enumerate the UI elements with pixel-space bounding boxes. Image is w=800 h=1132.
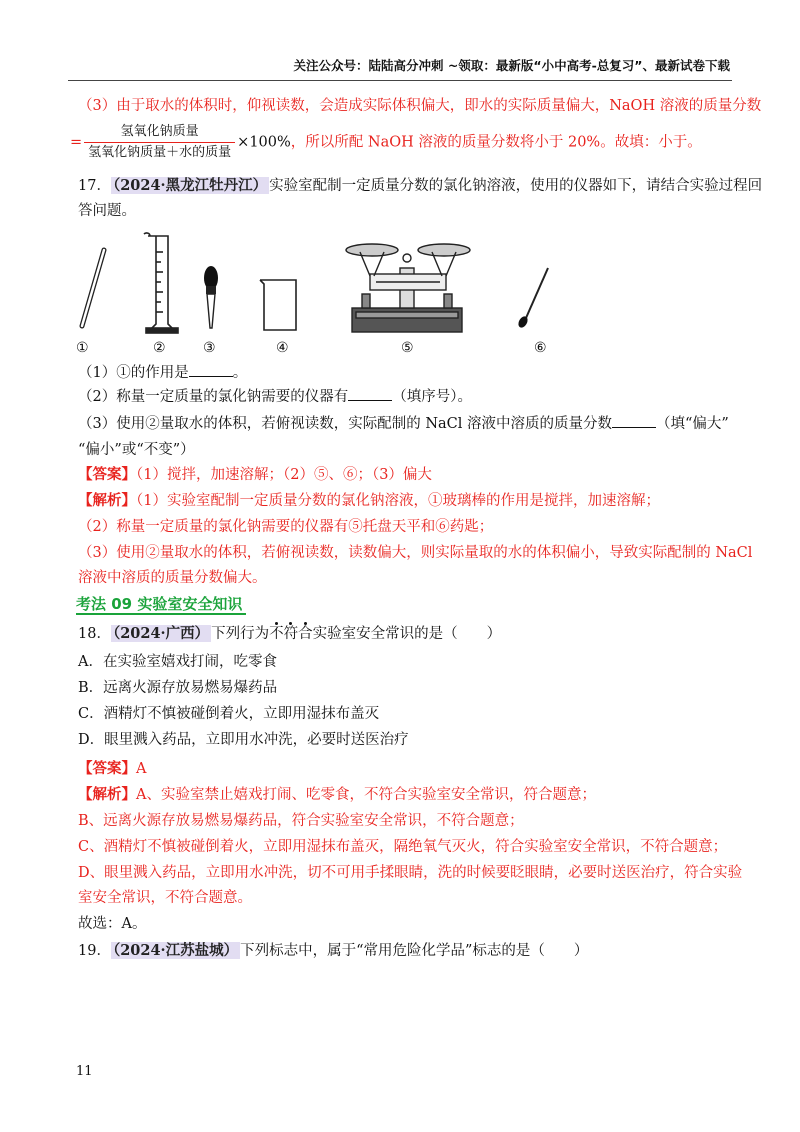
q19-stem — [78, 941, 588, 961]
q17-source-tag: （2024·黑龙江牡丹江） — [112, 177, 268, 194]
section-title-underline — [76, 613, 246, 615]
answer-text: （1）搅拌，加速溶解；（2）⑤、⑥；（3）偏大 — [136, 467, 432, 483]
q17-analysis-3a: （3）使用②量取水的体积，若俯视读数，读数偏大，则实际量取的水的体积偏小，导致实际配制的 NaCl — [78, 545, 753, 561]
q19-stem-text: 下列标志中，属于“常用危险化学品”标志的是（ ） — [240, 943, 589, 959]
page-number: 11 — [76, 1064, 93, 1079]
q18-answer — [78, 759, 146, 779]
fraction-numerator: 氢氧化钠质量 — [84, 122, 235, 143]
answer-blank — [612, 413, 656, 428]
q18-stem — [78, 624, 501, 644]
analysis-text: （1）实验室配制一定质量分数的氯化钠溶液，①玻璃棒的作用是搅拌，加速溶解； — [136, 493, 660, 509]
mass-fraction-formula — [84, 122, 235, 163]
instrument-label-5: ⑤ — [401, 340, 414, 356]
q17-sub2-end: （填序号）。 — [392, 389, 472, 405]
q17-sub2 — [78, 386, 472, 407]
instrument-label-6: ⑥ — [534, 340, 547, 356]
section-title: 考法 09 实验室安全知识 — [76, 595, 243, 613]
q16-part3-conclusion: ，所以所配 NaOH 溶液的质量分数将小于 20%。故填：小于。 — [290, 134, 702, 151]
lab-instruments-figure — [70, 228, 590, 358]
q18-analysis-d2: 室安全常识，不符合题意。 — [78, 890, 252, 906]
balance-icon — [346, 244, 470, 332]
analysis-label: 【解析】 — [78, 492, 136, 509]
q18-analysis-c: C、酒精灯不慎被碰倒着火，立即用湿抹布盖灭，隔绝氧气灭火，符合实验室安全常识，不符合题意； — [78, 839, 728, 855]
q17-stem-text: 实验室配制一定质量分数的氯化钠溶液，使用的仪器如下，请结合实验过程回 — [269, 178, 763, 194]
equation-equals: = — [70, 134, 83, 151]
instrument-label-4: ④ — [276, 340, 289, 356]
fraction-denominator: 氢氧化钠质量＋水的质量 — [88, 145, 232, 160]
q18-source-tag: （2024·广西） — [112, 625, 210, 642]
fraction-suffix: ×100% — [237, 134, 291, 151]
q17-sub3-line2: “偏小”或“不变”） — [78, 442, 195, 458]
q18-option-a: A．在实验室嬉戏打闹，吃零食 — [78, 654, 277, 670]
q18-analysis-d: D、眼里溅入药品，立即用水冲洗，切不可用手揉眼睛，洗的时候要眨眼睛，必要时送医治疗，符合实验 — [78, 865, 743, 881]
answer-label: 【答案】 — [78, 760, 136, 777]
q18-stem-b: 实验室安全常识的是（ ） — [312, 626, 502, 642]
dropper-icon — [204, 266, 218, 328]
q17-stem-line1 — [78, 176, 762, 196]
instrument-label-1: ① — [76, 340, 89, 356]
q18-number: 18． — [78, 626, 111, 642]
q18-analysis-a — [78, 785, 596, 805]
graduated-cylinder-icon — [144, 233, 178, 333]
q17-analysis-3b: 溶液中溶质的质量分数偏大。 — [78, 570, 267, 586]
emphasis-char: 符 — [283, 626, 299, 642]
q18-option-d: D．眼里溅入药品，立即用水冲洗，必要时送医治疗 — [78, 732, 409, 748]
instrument-label-2: ② — [153, 340, 166, 356]
beaker-icon — [260, 280, 296, 330]
q17-analysis-2: （2）称量一定质量的氯化钠需要的仪器有⑤托盘天平和⑥药匙； — [78, 519, 494, 535]
q17-sub3-text: （3）使用②量取水的体积，若俯视读数，实际配制的 NaCl 溶液中溶质的质量分数 — [78, 416, 613, 432]
answer-blank — [189, 362, 233, 377]
emphasis-char: 不 — [269, 626, 284, 642]
answer-blank — [348, 386, 392, 401]
q16-part3-line2 — [70, 122, 702, 163]
header-rule — [68, 80, 732, 81]
q16-part3-line1: （3）由于取水的体积时，仰视读数，会造成实际体积偏大，即水的实际质量偏大，NaOH 溶液的质量分数 — [78, 98, 762, 114]
q17-answer — [78, 465, 432, 485]
q17-sub3 — [78, 413, 729, 434]
q19-source-tag: （2024·江苏盐城） — [112, 942, 239, 959]
answer-text: A — [136, 761, 147, 777]
q17-sub1 — [78, 362, 247, 383]
q17-sub1-text: （1）①的作用是 — [78, 365, 189, 381]
q18-stem-a: 下列行为 — [211, 626, 270, 642]
glass-rod-icon — [82, 250, 104, 326]
q19-number: 19． — [78, 943, 111, 959]
q18-option-b: B．远离火源存放易燃易爆药品 — [78, 680, 278, 696]
emphasis-char: 合 — [298, 626, 313, 642]
spoon-icon — [517, 268, 548, 329]
q17-analysis-1 — [78, 491, 660, 511]
page-header: 关注公众号：陆陆高分冲刺 ~领取：最新版“小中高考-总复习”、最新试卷下载 — [293, 58, 730, 73]
q17-number: 17． — [78, 178, 111, 194]
q17-stem-line2: 答问题。 — [78, 203, 136, 219]
q18-analysis-b: B、远离火源存放易燃易爆药品，符合实验室安全常识，不符合题意； — [78, 813, 524, 829]
q17-sub2-text: （2）称量一定质量的氯化钠需要的仪器有 — [78, 389, 349, 405]
answer-label: 【答案】 — [78, 466, 136, 483]
q18-conclusion: 故选：A。 — [78, 916, 147, 932]
instrument-label-3: ③ — [203, 340, 216, 356]
q18-option-c: C．酒精灯不慎被碰倒着火，立即用湿抹布盖灭 — [78, 706, 380, 722]
q17-sub1-end: 。 — [232, 365, 248, 381]
q17-sub3-hint: （填“偏大” — [656, 416, 729, 432]
analysis-label: 【解析】 — [78, 786, 136, 803]
analysis-text: A、实验室禁止嬉戏打闹、吃零食，不符合实验室安全常识，符合题意； — [136, 787, 596, 803]
